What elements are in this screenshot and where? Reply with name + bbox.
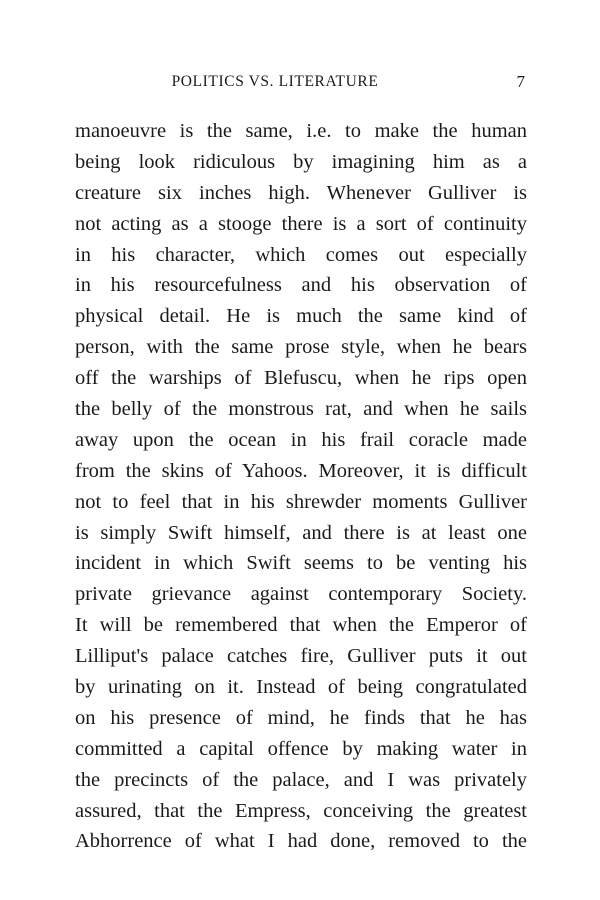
text-line: in his character, which comes out especially: [75, 243, 527, 266]
text-line: incident in which Swift seems to be venting his: [75, 552, 527, 575]
text-line: manoeuvre is the same, i.e. to make the human: [75, 120, 527, 142]
text-line: the precincts of the palace, and I was privately: [75, 768, 527, 791]
running-title: POLITICS VS. LITERATURE: [171, 73, 379, 90]
text-line: being look ridiculous by imagining him as a: [75, 150, 527, 173]
text-line: away upon the ocean in his frail coracle made: [75, 428, 527, 451]
text-line: off the warships of Blefuscu, when he rips open: [75, 367, 527, 390]
text-line: assured, that the Empress, conceiving the greatest: [75, 799, 527, 822]
text-line: private grievance against contemporary Society.: [75, 583, 527, 606]
text-line: physical detail. He is much the same kind of: [75, 305, 527, 328]
page-number: 7: [516, 72, 525, 91]
text-line: the belly of the monstrous rat, and when he sails: [75, 398, 527, 421]
text-line: not to feel that in his shrewder moments Gulliver: [75, 490, 527, 513]
text-line: It will be remembered that when the Emperor of: [75, 614, 527, 637]
text-line: not acting as a stooge there is a sort of continuity: [75, 212, 527, 235]
text-line: by urinating on it. Instead of being congratulated: [75, 676, 527, 699]
body-paragraph: [75, 116, 527, 857]
text-line: Abhorrence of what I had done, removed to the: [75, 830, 527, 853]
text-line: is simply Swift himself, and there is at least one: [75, 521, 527, 544]
text-line: in his resourcefulness and his observation of: [75, 274, 527, 297]
text-line: person, with the same prose style, when he bears: [75, 336, 527, 359]
text-line: creature six inches high. Whenever Gulliver is: [75, 181, 527, 204]
text-line: from the skins of Yahoos. Moreover, it is difficult: [75, 459, 527, 482]
text-line: committed a capital offence by making water in: [75, 737, 527, 760]
running-head: [75, 70, 525, 94]
text-line: Lilliput's palace catches fire, Gulliver puts it out: [75, 645, 527, 668]
text-line: on his presence of mind, he finds that he has: [75, 706, 527, 729]
